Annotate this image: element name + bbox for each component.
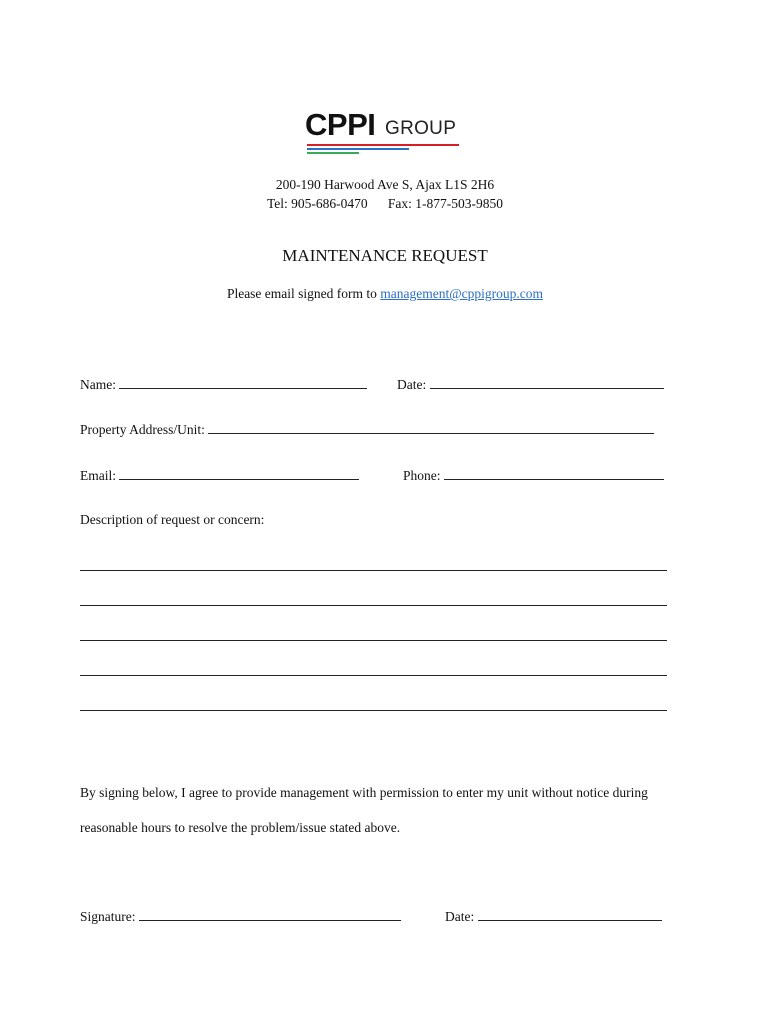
description-line-4[interactable] xyxy=(80,675,667,676)
company-logo xyxy=(305,108,465,156)
property-field[interactable] xyxy=(80,421,654,438)
company-address: 200-190 Harwood Ave S, Ajax L1S 2H6 xyxy=(275,177,495,192)
date-field[interactable] xyxy=(397,376,664,393)
signature-field[interactable] xyxy=(80,908,401,925)
signature-blank[interactable] xyxy=(139,908,401,921)
instructions xyxy=(0,286,770,302)
instructions-text: Please email signed form to xyxy=(226,286,381,301)
phone-label: Phone: xyxy=(403,468,441,483)
date-label: Date: xyxy=(397,377,427,392)
description-line-2[interactable] xyxy=(80,605,667,606)
email-field[interactable] xyxy=(80,467,359,484)
name-label: Name: xyxy=(80,377,116,392)
email-link[interactable]: management@cppigroup.com xyxy=(380,286,544,301)
logo-suffix: GROUP xyxy=(385,118,457,139)
phone-field[interactable] xyxy=(403,467,664,484)
description-line-1[interactable] xyxy=(80,570,667,571)
signature-label: Signature: xyxy=(80,909,136,924)
signature-date-field[interactable] xyxy=(445,908,662,925)
property-blank[interactable] xyxy=(208,421,654,434)
name-field[interactable] xyxy=(80,376,367,393)
description-line-3[interactable] xyxy=(80,640,667,641)
signature-date-label: Date: xyxy=(445,909,475,924)
email-label: Email: xyxy=(80,468,116,483)
consent-line-2: reasonable hours to resolve the problem/issue stated above. xyxy=(80,820,401,835)
page-title: MAINTENANCE REQUEST xyxy=(282,246,488,265)
description-label: Description of request or concern: xyxy=(80,512,265,527)
consent-line-1: By signing below, I agree to provide management with permission to enter my unit without notice during xyxy=(80,785,648,800)
logo-stripe-green xyxy=(307,152,359,154)
email-blank[interactable] xyxy=(119,467,359,480)
property-label: Property Address/Unit: xyxy=(80,422,205,437)
logo-stripe-red xyxy=(307,144,459,146)
logo-stripe-blue xyxy=(307,148,409,150)
company-fax: Fax: 1-877-503-9850 xyxy=(387,196,504,211)
company-contact xyxy=(0,196,770,212)
company-tel: Tel: 905-686-0470 xyxy=(266,196,368,211)
signature-date-blank[interactable] xyxy=(478,908,662,921)
logo-brand: CPPI xyxy=(305,107,376,142)
description-line-5[interactable] xyxy=(80,710,667,711)
date-blank[interactable] xyxy=(430,376,664,389)
name-blank[interactable] xyxy=(119,376,367,389)
phone-blank[interactable] xyxy=(444,467,664,480)
